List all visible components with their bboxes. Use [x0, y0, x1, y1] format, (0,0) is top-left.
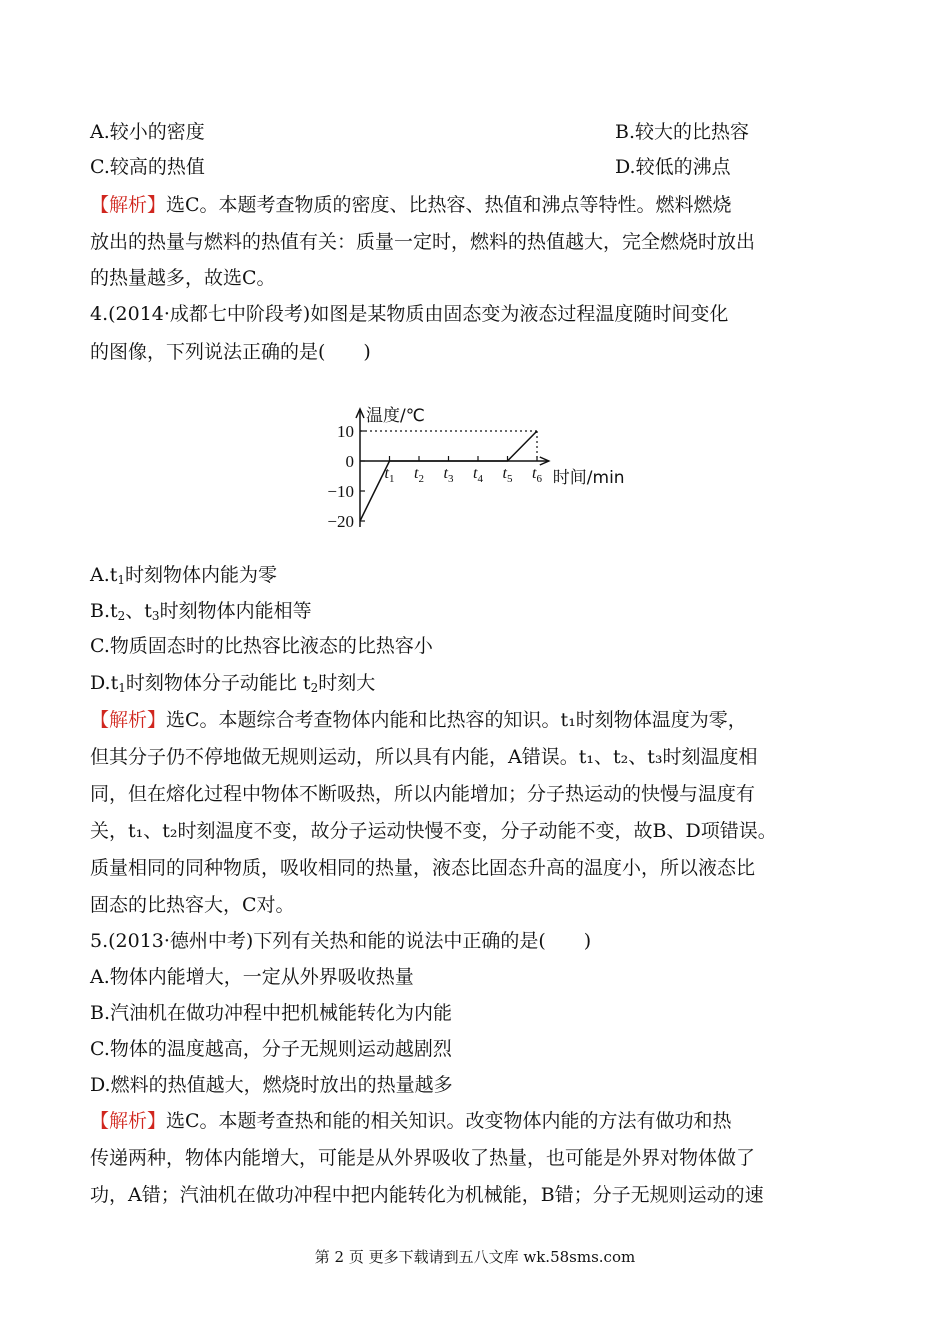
x-tick-label-4: $t_4$	[473, 465, 483, 485]
q4-option-c: C.物质固态时的比热容比液态的比热容小	[90, 635, 433, 657]
q5-option-d: D.燃料的热值越大，燃烧时放出的热量越多	[90, 1074, 453, 1096]
q5-analysis-tag: 【解析】	[90, 1110, 167, 1132]
q4-option-a: $A.t_1$时刻物体内能为零	[90, 564, 278, 587]
y-tick-label-2: −10	[327, 482, 354, 501]
q5-analysis-line-1: 【解析】选C。本题考查热和能的相关知识。改变物体内能的方法有做功和热	[90, 1110, 732, 1132]
q4-option-d: $D.t_1$时刻物体分子动能比 $t_2$时刻大	[90, 672, 376, 695]
q3-analysis-line-2: 放出的热量与燃料的热值有关：质量一定时，燃料的热值越大，完全燃烧时放出	[90, 231, 756, 253]
q5-option-a: A.物体内能增大，一定从外界吸收热量	[90, 966, 414, 988]
q4-analysis-line-6: 固态的比热容大，C对。	[90, 894, 295, 916]
q3-option-d: D.较低的沸点	[615, 156, 731, 178]
q4-analysis-line-5: 质量相同的同种物质，吸收相同的热量，液态比固态升高的温度小，所以液态比	[90, 857, 756, 879]
q4-analysis-line-1: 【解析】选C。本题综合考查物体内能和比热容的知识。t₁时刻物体温度为零，	[90, 709, 747, 731]
x-tick-label-5: $t_5$	[502, 465, 513, 485]
q3-option-a: A.较小的密度	[90, 121, 205, 143]
x-tick-label-3: $t_3$	[443, 465, 454, 485]
y-tick-label-1: 0	[345, 452, 354, 471]
y-tick-label-0: 10	[337, 422, 354, 441]
x-tick-label-6: $t_6$	[532, 465, 542, 485]
q4-stem-line-2: 的图像，下列说法正确的是( )	[90, 341, 371, 363]
q3-analysis-line-1: 【解析】选C。本题考查物质的密度、比热容、热值和沸点等特性。燃料燃烧	[90, 194, 732, 216]
q5-option-c: C.物体的温度越高，分子无规则运动越剧烈	[90, 1038, 452, 1060]
q3-analysis-tag: 【解析】	[90, 194, 167, 216]
q3-analysis-line-3: 的热量越多，故选C。	[90, 267, 276, 289]
q4-stem-line-1: 4.(2014·成都七中阶段考)如图是某物质由固态变为液态过程温度随时间变化	[90, 303, 729, 325]
q5-analysis-line-2: 传递两种，物体内能增大，可能是从外界吸收了热量，也可能是外界对物体做了	[90, 1147, 756, 1169]
q3-option-c: C.较高的热值	[90, 156, 205, 178]
x-axis-label: 时间/min	[552, 468, 625, 488]
temperature-time-chart	[0, 0, 950, 560]
y-axis-label: 温度/℃	[366, 406, 425, 426]
q4-analysis-line-4: 关，t₁、t₂时刻温度不变，故分子运动快慢不变，分子动能不变，故B、D项错误。	[90, 820, 777, 842]
q3-option-b: B.较大的比热容	[615, 121, 750, 143]
q5-stem: 5.(2013·德州中考)下列有关热和能的说法中正确的是( )	[90, 930, 592, 952]
q5-option-b: B.汽油机在做功冲程中把机械能转化为内能	[90, 1002, 453, 1024]
q5-analysis-line-3: 功，A错；汽油机在做功冲程中把内能转化为机械能，B错；分子无规则运动的速	[90, 1184, 764, 1206]
q4-analysis-line-2: 但其分子仍不停地做无规则运动，所以具有内能，A错误。t₁、t₂、t₃时刻温度相	[90, 746, 758, 768]
q4-option-b: $B.t_2$、$t_3$时刻物体内能相等	[90, 600, 312, 623]
q4-analysis-tag: 【解析】	[90, 709, 167, 731]
x-tick-label-2: $t_2$	[414, 465, 424, 485]
page-footer: 第 2 页 更多下载请到五八文库 wk.58sms.com	[314, 1248, 636, 1266]
x-tick-label-1: $t_1$	[384, 465, 395, 485]
q4-analysis-line-3: 同，但在熔化过程中物体不断吸热，所以内能增加；分子热运动的快慢与温度有	[90, 783, 756, 805]
y-tick-label-3: −20	[327, 512, 354, 531]
